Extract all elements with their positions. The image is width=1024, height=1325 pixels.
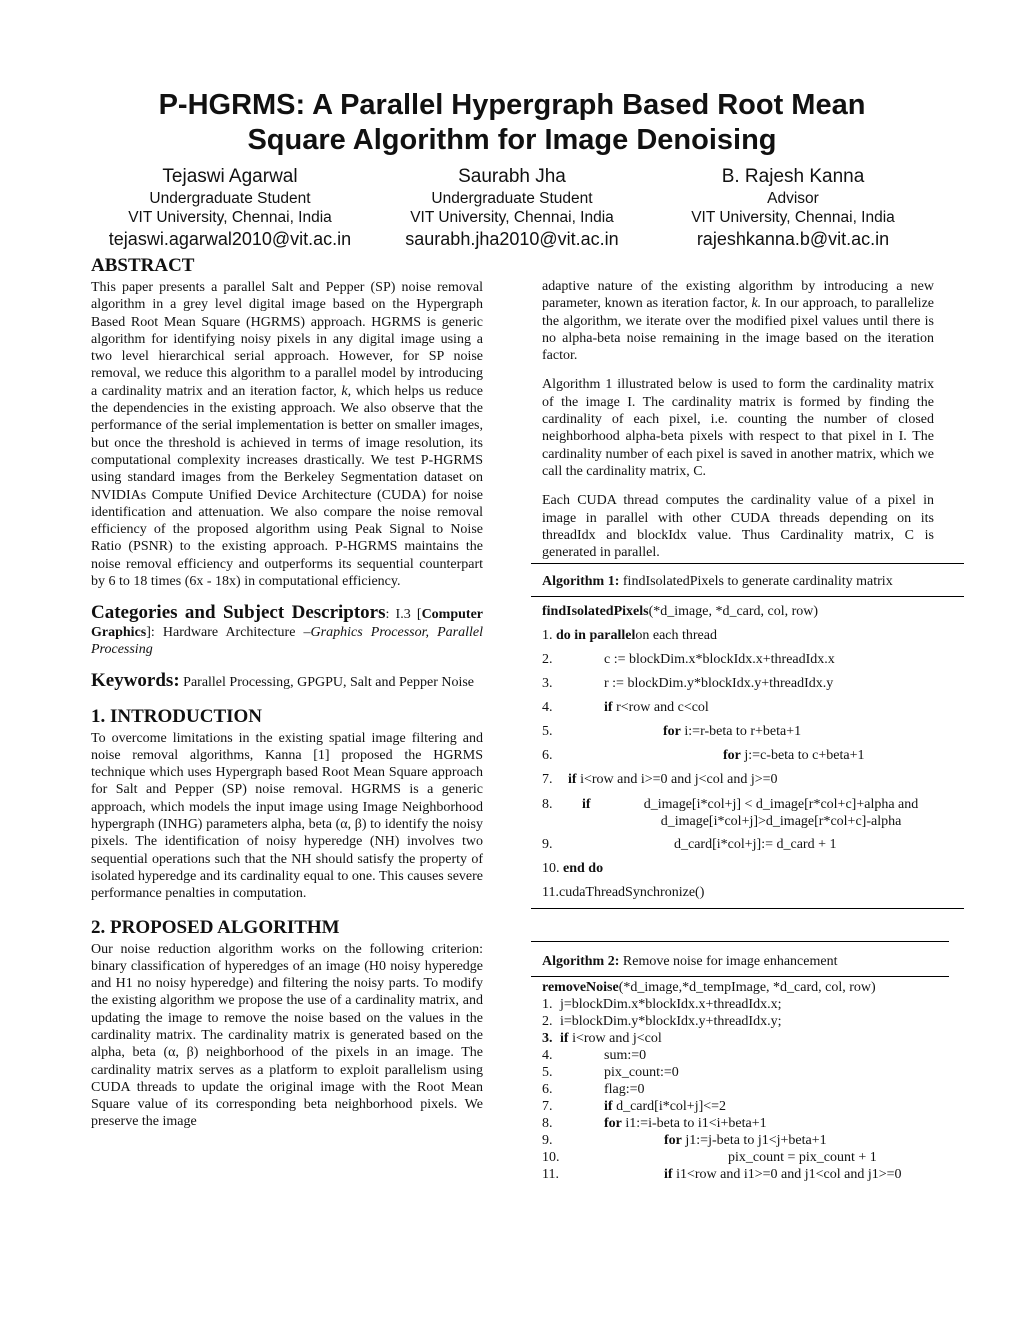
- algorithm-line: 2. c := blockDim.x*blockIdx.x+threadIdx.x: [542, 652, 835, 667]
- algorithm-line: 3. if i<row and j<col: [542, 1031, 662, 1046]
- keywords-paragraph: Keywords: Parallel Processing, GPGPU, Salt and Pepper Noise: [91, 670, 475, 692]
- algorithm-line: 7. if i<row and i>=0 and j<col and j>=0: [542, 772, 778, 787]
- author-name: B. Rajesh Kanna: [721, 166, 865, 187]
- algorithm-line: 4. sum:=0: [542, 1048, 647, 1063]
- abstract-heading: ABSTRACT: [91, 255, 195, 276]
- categories-heading: Categories and Subject Descriptors: [91, 602, 386, 624]
- author-name: Tejaswi Agarwal: [162, 166, 298, 187]
- author-block-3: [633, 164, 953, 252]
- algorithm-line: 7. if d_card[i*col+j]<=2: [542, 1099, 727, 1114]
- author-name: Saurabh Jha: [458, 166, 566, 187]
- algorithm-line: 10. end do: [542, 861, 604, 876]
- left-column: [91, 255, 483, 1139]
- right-paragraph-2: Algorithm 1 illustrated below is used to form the cardinality matrix of the image I. The cardinality matrix is formed by finding the cardinality of each pixel, i.e. counting the number of closed neighborhood alpha-beta pixels with respect to that pixel in I. The cardinality number of each pixel is saved in another matrix, which we call the cardinality matrix, C.: [542, 377, 934, 479]
- algorithm-line: 9. for j1:=j-beta to j1<j+beta+1: [542, 1133, 827, 1148]
- algorithm-line: 5. pix_count:=0: [542, 1065, 679, 1080]
- introduction-text: To overcome limitations in the existing spatial image filtering and noise removal algorithms, Kanna [1] proposed the HGRMS technique which uses Hypergraph based Root Mean Square approach for Salt and Pepper (SP) noise removal. HGRMS is a generic approach, which models the input image using Image Neighborhood hypergraph (INHG) parameters alpha, beta (α, β) to identify the noisy pixels. The identification of noisy hyperedge (NH) involves two sequential operations such that the NH should satisfy the property of isolated hyperedge and its cardinality equal to one. This causes severe performance penalties in computation.: [91, 730, 483, 902]
- abstract-text: This paper presents a parallel Salt and Pepper (SP) noise removal algorithm in a grey level digital image based on the Hypergraph Based Root Mean Square (HGRMS) approach. HGRMS is generic algorithm for identifying noisy pixels in any digital image using a two level hierarchical serial approach. However, for SP noise removal, we reduce this algorithm to a parallel model by introducing a cardinality matrix and an iteration factor, k, which helps us reduce the dependencies in the existing approach. We also observe that the performance of the serial implementation is better on smaller images, but once the threshold is achieved in terms of image resolution, its computational complexity increases drastically. We test P-HGRMS using standard images from the Berkeley Segmentation dataset on NVIDIAs Compute Unified Device Architecture (CUDA) for noise identification and attenuation. We also compare the noise removal efficiency of the proposed algorithm using Peak Signal to Noise Ratio (PSNR) to the existing approach. P-HGRMS maintains the noise removal efficiency and outperforms its sequential counterpart by 6 to 18 times (6x - 18x) in computational efficiency.: [91, 280, 483, 590]
- author-email[interactable]: saurabh.jha2010@vit.ac.in: [405, 229, 619, 249]
- proposed-algorithm-heading: 2. PROPOSED ALGORITHM: [91, 916, 340, 938]
- categories-paragraph: Categories and Subject Descriptors: I.3 [Computer Graphics]: Hardware Architecture –Graphics Processor, Parallel Processing: [91, 602, 483, 657]
- author-role: Undergraduate Student: [431, 190, 593, 207]
- right-paragraph-1: adaptive nature of the existing algorithm by introducing a new parameter, known as iteration factor, k. In our approach, to parallelize the algorithm, we iterate over the modified pixel values until there is no alpha-beta noise remaining in the image based on the iteration factor.: [542, 279, 934, 364]
- algorithm-line: 1. do in parallel on each thread: [542, 628, 717, 643]
- algorithm-line: 2. i=blockDim.y*blockIdx.y+threadIdx.y;: [542, 1014, 782, 1029]
- algorithm-1-box: [531, 563, 964, 909]
- algorithm-line: 4. if r<row and c<col: [542, 700, 709, 715]
- introduction-heading: 1. INTRODUCTION: [91, 705, 263, 727]
- algorithm-line: 5. for i:=r-beta to r+beta+1: [542, 724, 802, 739]
- author-email[interactable]: rajeshkanna.b@vit.ac.in: [696, 229, 890, 249]
- algorithm-line: 8. for i1:=i-beta to i1<i+beta+1: [542, 1116, 767, 1131]
- algorithm-line: 11. cudaThreadSynchronize(): [542, 885, 705, 900]
- algorithm-line: 9. d_card[i*col+j]:= d_card + 1: [542, 837, 837, 852]
- algorithm-2-box: [531, 941, 949, 1183]
- algorithm-line: 8. if d_image[i*col+j] < d_image[r*col+c]+alpha and d_image[i*col+j]>d_image[r*col+c]-alpha: [542, 797, 919, 829]
- author-email[interactable]: tejaswi.agarwal2010@vit.ac.in: [108, 229, 352, 249]
- algorithm-line: 6. for j:=c-beta to c+beta+1: [542, 748, 865, 763]
- proposed-algorithm-text: Our noise reduction algorithm works on the following criterion: binary classification of hyperedges of an image (H0 noisy hyperedge and H1 no noisy hyperedge) and filtering the noisy parts. To modify the existing algorithm we propose the use of a cardinality matrix, and updating the image to remove the noise based on the values in the cardinality matrix. The cardinality matrix is generated based on the alpha, beta (α, β) neighborhood of the pixels in an image. The cardinality matrix serves as a platform to exploit parallelism using CUDA threads to update the original image with the Root Mean Square value of its corresponding beta neighborhood pixels. We preserve the image: [91, 941, 483, 1130]
- algorithm-2-caption: Algorithm 2: Remove noise for image enhancement: [542, 954, 838, 969]
- right-column: [542, 278, 934, 569]
- title-line-1: P-HGRMS: A Parallel Hypergraph Based Root Mean: [158, 89, 866, 121]
- algorithm-line: 1. j=blockDim.x*blockIdx.x+threadIdx.x;: [542, 997, 782, 1012]
- author-affiliation: VIT University, Chennai, India: [691, 209, 895, 226]
- author-role: Advisor: [767, 190, 819, 207]
- paper-title: [0, 88, 1024, 158]
- algorithm-1-caption: Algorithm 1: findIsolatedPixels to generate cardinality matrix: [542, 574, 893, 589]
- author-block-2: [352, 164, 672, 252]
- algorithm-line: 11. if i1<row and i1>=0 and j1<col and j1>=0: [542, 1167, 902, 1182]
- author-affiliation: VIT University, Chennai, India: [410, 209, 614, 226]
- author-affiliation: VIT University, Chennai, India: [128, 209, 332, 226]
- title-line-2: Square Algorithm for Image Denoising: [247, 124, 777, 156]
- algorithm-line: 10. pix_count = pix_count + 1: [542, 1150, 877, 1165]
- algorithm-2-signature: removeNoise (*d_image,*d_tempImage, *d_card, col, row): [542, 980, 876, 995]
- right-paragraph-3: Each CUDA thread computes the cardinality value of a pixel in image in parallel with other CUDA threads depending on its threadIdx and blockIdx value. Thus Cardinality matrix, C is generated in parallel.: [542, 493, 934, 561]
- algorithm-1-signature: findIsolatedPixels (*d_image, *d_card, col, row): [542, 604, 819, 619]
- algorithm-line: 6. flag:=0: [542, 1082, 645, 1097]
- author-role: Undergraduate Student: [149, 190, 311, 207]
- algorithm-line: 3. r := blockDim.y*blockIdx.y+threadIdx.y: [542, 676, 834, 691]
- author-block-1: [70, 164, 390, 252]
- keywords-heading: Keywords:: [91, 670, 180, 692]
